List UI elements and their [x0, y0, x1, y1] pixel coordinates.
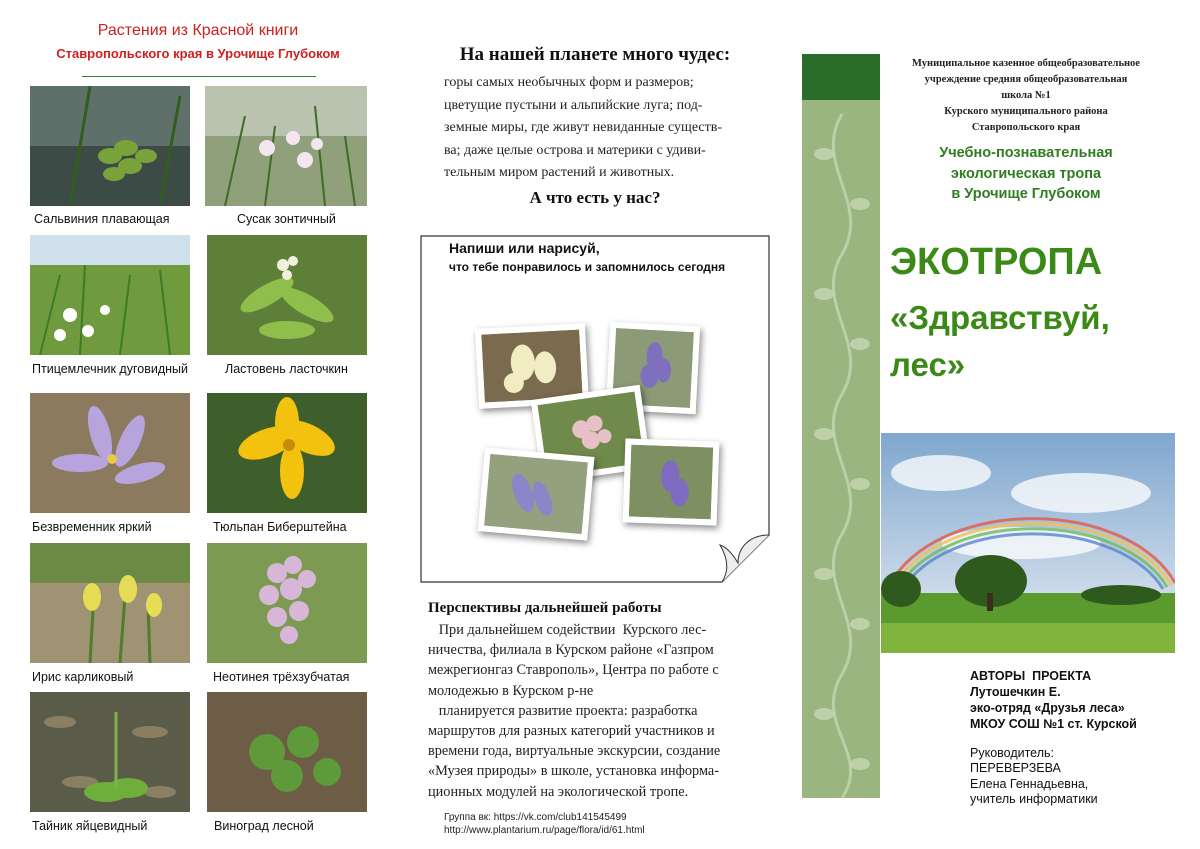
perspectives-heading: Перспективы дальнейшей работы: [428, 600, 662, 616]
photo-neotinea: [207, 543, 367, 663]
decorative-bar-top: [802, 54, 880, 100]
leader-block: [970, 746, 1098, 807]
authors-block: [970, 668, 1137, 732]
paragraph-line: При дальнейшем содействии Курского лес-: [428, 622, 707, 638]
plant-caption: Ирис карликовый: [32, 670, 134, 684]
plant-caption: Сальвиния плавающая: [34, 212, 170, 226]
plant-caption: Тайник яйцевидный: [32, 819, 148, 833]
paragraph-line: земные миры, где живут невиданные существ-: [444, 120, 722, 135]
paragraph-line: горы самых необычных форм и размеров;: [444, 75, 694, 90]
plant-caption: Безвременник яркий: [32, 520, 152, 534]
leader-surname: ПЕРЕВЕРЗЕВА: [970, 761, 1061, 776]
plant-caption: Птицемлечник дуговидный: [32, 362, 188, 376]
paragraph-line: молодежью в Курском р-не: [428, 682, 594, 699]
photo-iris: [30, 543, 190, 663]
org-line: Ставропольского края: [971, 122, 1081, 133]
subtitle-line: Учебно-познавательная: [939, 145, 1113, 161]
photo-listera: [30, 692, 190, 812]
ornament-vine-icon: [802, 54, 880, 798]
rainbow-landscape-photo: [881, 433, 1175, 653]
note-photo: [478, 447, 595, 540]
plant-caption: Ластовень ласточкин: [225, 362, 348, 376]
leader-role: учитель информатики: [970, 791, 1098, 806]
subtitle-line: экологическая тропа: [950, 165, 1102, 182]
photo-vitis: [207, 692, 367, 812]
photo-colchicum: [30, 393, 190, 513]
note-subtitle: что тебе понравилось и запомнилось сегодня: [449, 260, 726, 274]
photo-salvinia: [30, 86, 190, 206]
note-title: Напиши или нарисуй,: [449, 240, 600, 256]
paragraph-line: ционных модулей на экологической тропе.: [428, 783, 689, 800]
org-line: Муниципальное казенное общеобразовательное: [912, 58, 1140, 69]
note-photo: [623, 438, 720, 525]
trail-subtitle: [888, 143, 1164, 205]
authors-heading: АВТОРЫ ПРОЕКТА: [970, 669, 1092, 683]
subtitle-line: в Урочище Глубоком: [951, 186, 1101, 202]
leader-name: Елена Геннадьевна,: [970, 776, 1089, 791]
paragraph-line: межрегионгаз Ставрополь», Центра по работе с: [428, 662, 719, 679]
title-divider: [82, 76, 316, 77]
author-group: эко-отряд «Друзья леса»: [970, 701, 1125, 715]
author-school: МКОУ СОШ №1 ст. Курской: [970, 717, 1137, 731]
perspectives-text: [428, 620, 776, 802]
left-panel-subtitle: Ставропольского края в Урочище Глубоком: [56, 46, 340, 61]
plant-caption: Сусак зонтичный: [237, 212, 336, 226]
vk-group-link[interactable]: Группа вк: https://vk.com/club141545499: [444, 812, 627, 823]
middle-heading: На нашей планете много чудес:: [459, 44, 731, 65]
main-title: ЭКОТРОПА: [890, 241, 1103, 283]
intro-paragraph: [444, 72, 744, 185]
photo-vincetoxicum: [207, 235, 367, 355]
paragraph-line: планируется развитие проекта: разработка: [428, 702, 698, 719]
plant-caption: Тюльпан Биберштейна: [213, 520, 347, 534]
photo-tulip: [207, 393, 367, 513]
plantarium-link[interactable]: http://www.plantarium.ru/page/flora/id/61.html: [444, 825, 645, 836]
left-panel-title: Растения из Красной книги: [97, 22, 299, 39]
title-line: «Здравствуй,: [890, 299, 1110, 336]
paragraph-line: тельным миром растений и животных.: [444, 165, 675, 180]
paragraph-line: цветущие пустыни и альпийские луга; под-: [444, 97, 703, 113]
photo-ornithogalum: [30, 235, 190, 355]
org-line: учреждение средняя общеобразовательная: [924, 74, 1128, 85]
organization-name: [888, 56, 1164, 136]
paragraph-line: «Музея природы» в школе, установка информа-: [428, 763, 720, 780]
question-heading: А что есть у нас?: [529, 188, 661, 207]
author-name: Лутошечкин Е.: [970, 685, 1061, 699]
leader-label: Руководитель:: [970, 746, 1055, 760]
main-title-quote: [890, 294, 1110, 388]
photo-susak: [205, 86, 367, 206]
paragraph-line: маршрутов для разных категорий участников и: [428, 723, 715, 740]
org-line: Курского муниципального района: [944, 106, 1108, 117]
plant-caption: Виноград лесной: [214, 819, 314, 833]
plant-caption: Неотинея трёхзубчатая: [213, 670, 350, 684]
paragraph-line: времени года, виртуальные экскурсии, создание: [428, 743, 721, 760]
paragraph-line: ничества, филиала в Курском районе «Газпром: [428, 642, 714, 659]
decorative-bar: [802, 54, 880, 798]
paragraph-line: ва; даже целые острова и материки с удиви-: [444, 142, 706, 158]
org-line: школа №1: [1001, 90, 1051, 101]
title-line: лес»: [890, 346, 966, 383]
